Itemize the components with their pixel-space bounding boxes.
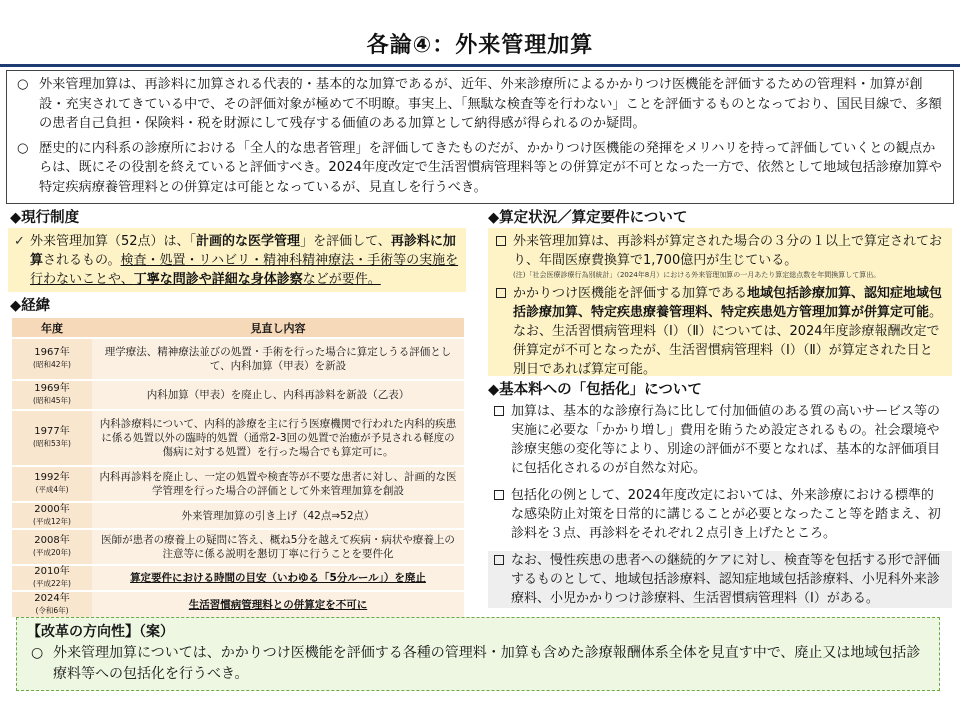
genko-text-underline: などが要件。 (302, 272, 381, 287)
circle-bullet-icon: ○ (31, 645, 44, 661)
year-text: 2000年 (34, 503, 70, 515)
table-row (12, 466, 464, 502)
content-cell: 外来管理加算の引き上げ（42点⇒52点） (92, 502, 464, 529)
page-title: 各論④：外来管理加算 (366, 33, 594, 58)
history-heading: ◆経緯 (10, 298, 51, 314)
year-cell (12, 502, 92, 529)
table-row (12, 591, 464, 617)
reform-title: 【改革の方向性】（案） (27, 624, 174, 640)
calc-note: (注)「社会医療診療行為別統計」（2024年8月）における外来管理加算の一月あたり算定総点数を年間換算して算出。 (513, 271, 881, 279)
table-row (12, 338, 464, 380)
history-table (12, 318, 464, 617)
genko-text-part: されるもの。 (43, 253, 121, 268)
era-text: (平成20年) (33, 548, 71, 557)
year-cell (12, 529, 92, 565)
hokatsu-text: 加算は、基本的な診療行為に比して付加価値のある質の高いサービス等の実施に必要な「かかり増し」費用を賄うため設定されるもの。社会環境や診療実態の変化等により、別途の評価が不要となれば、基本的な評価項目に包括化されるのが自然な対応。 (511, 404, 941, 476)
calc-text: 。なお、生活習慣病管理料（Ⅰ）（Ⅱ）については、2024年度診療報酬改定で併算定が不可となったが、生活習慣病管理料（Ⅰ）（Ⅱ）が算定された日と別日であれば算定可能。 (513, 305, 943, 377)
table-row (12, 502, 464, 529)
reform-box (16, 617, 940, 691)
square-bullet-icon (494, 555, 504, 565)
year-text: 2024年 (34, 592, 70, 604)
year-text: 2010年 (34, 566, 70, 577)
table-row (12, 410, 464, 466)
calc-item (496, 232, 944, 270)
calc-text-bold: 地域包括診療加算、認知症地域包括診療加算、特定疾患療養管理料、特定疾患処方管理加算が併算定可能 (513, 286, 943, 320)
calc-text: かかりつけ医機能を評価する加算である (513, 286, 748, 301)
era-text: (平成22年) (33, 579, 71, 588)
genko-text-underline-bold: 丁寧な問診や詳細な身体診察 (133, 272, 303, 287)
square-bullet-icon (496, 288, 506, 298)
reform-text: 外来管理加算については、かかりつけ医機能を評価する各種の管理料・加算も含めた診療報酬体系全体を見直す中で、廃止又は地域包括診療料等への包括化を行うべき。 (53, 645, 921, 682)
year-cell (12, 338, 92, 380)
hokatsu-text: 包括化の例として、2024年度改定においては、外来診療における標準的な感染防止対策を日常的に講じることが必要となったこと等を踏まえ、初診料を３点、再診料をそれぞれ２点引き上げたところ。 (511, 488, 941, 541)
title-rule (0, 64, 960, 67)
era-text: (平成12年) (33, 516, 71, 526)
era-text: (平成4年) (35, 485, 69, 494)
circle-bullet-icon: ○ (17, 140, 29, 156)
content-cell: 内科診療料について、内科的診療を主に行う医療機関で行われた内科的疾患に係る処置以外の臨時的処置（通常2-3回の処置で治癒が予見される軽度の傷病に対する処置）を行った場合でも算定可に。 (92, 410, 464, 466)
content-cell: 内科加算（甲表）を廃止し、内科再診料を新設（乙表） (92, 380, 464, 410)
square-bullet-icon (494, 490, 504, 500)
genko-text-part: 外来管理加算（52点）は、「 (30, 234, 197, 249)
genko-box (8, 228, 466, 292)
table-row (12, 529, 464, 565)
year-cell (12, 466, 92, 502)
genko-text-part: 」を評価して、 (300, 234, 391, 249)
square-bullet-icon (494, 406, 504, 416)
year-text: 1992年 (34, 472, 70, 483)
reform-item (27, 643, 929, 685)
hokatsu-heading: ◆基本料への「包括化」について (488, 382, 702, 398)
genko-text-bold: 計画的な医学管理 (196, 234, 301, 249)
hokatsu-item (494, 402, 946, 478)
calc-item (496, 284, 944, 379)
genko-text-underline: 検査・処置・リハビリ・精神科精神療法・手術等の実施を行わないことや、 (30, 253, 459, 287)
table-row (12, 565, 464, 591)
year-cell (12, 380, 92, 410)
era-text: (令和6年) (35, 605, 69, 615)
content-cell: 医師が患者の療養上の疑問に答え、概ね5分を越えて疾病・病状や療養上の注意等に係る説明を懇切丁寧に行うことを要件化 (92, 529, 464, 565)
year-text: 1977年 (34, 426, 70, 437)
circle-bullet-icon: ○ (17, 77, 29, 92)
year-text: 1967年 (34, 347, 70, 358)
genko-heading: ◆現行制度 (10, 210, 80, 226)
intro-item (15, 75, 945, 134)
hokatsu-item (494, 486, 946, 543)
year-text: 1969年 (34, 383, 70, 394)
hokatsu-text: なお、慢性疾患の患者への継続的ケアに対し、検査等を包括する形で評価するものとして、地域包括診療料、認知症地域包括診療料、小児科外来診療料、小児かかりつけ診療料、生活習慣病管理料（Ⅰ）がある。 (511, 553, 941, 606)
content-cell: 理学療法、精神療法並びの処置・手術を行った場合に算定しうる評価として、内科加算（甲表）を新設 (92, 338, 464, 380)
content-cell: 生活習慣病管理料との併算定を不可に (92, 591, 464, 617)
intro-text: 歴史的に内科系の診療所における「全人的な患者管理」を評価してきたものだが、かかりつけ医機能の発揮をメリハリを持って評価していくとの観点からは、既にその役割を終えていると評価すべき。2024年度改定で生活習慣病管理料等との併算定が不可となった一方で、依然として地域包括診療加算や特定疾病療養管理料との併算定は可能となっているが、見直しを行うべき。 (39, 140, 942, 195)
square-bullet-icon (496, 236, 506, 246)
calc-heading: ◆算定状況／算定要件について (488, 210, 688, 226)
col-content-header: 見直し内容 (92, 318, 464, 338)
era-text: (昭和53年) (33, 439, 71, 448)
table-header-row (12, 318, 464, 338)
calc-box (488, 228, 952, 376)
content-cell: 内科再診料を廃止し、一定の処置や検査等が不要な患者に対し、計画的な医学管理を行った場合の評価として外来管理加算を創設 (92, 466, 464, 502)
table-row (12, 380, 464, 410)
year-cell (12, 410, 92, 466)
hokatsu-item (488, 551, 952, 608)
era-text: (昭和42年) (33, 360, 71, 369)
year-cell (12, 591, 92, 617)
check-icon: ✓ (14, 234, 25, 249)
era-text: (昭和45年) (33, 396, 71, 405)
genko-text-bold: 再診料に加算 (30, 234, 456, 268)
intro-box (6, 70, 954, 204)
calc-text: 外来管理加算は、再診料が算定された場合の３分の１以上で算定されており、年間医療費換算で1,700億円が生じている。 (513, 234, 943, 268)
col-year-header: 年度 (12, 318, 92, 338)
year-text: 2008年 (34, 535, 70, 546)
intro-item (15, 139, 945, 198)
content-cell: 算定要件における時間の目安（いわゆる「5分ルール」）を廃止 (92, 565, 464, 591)
genko-text (14, 232, 460, 289)
year-cell (12, 565, 92, 591)
hokatsu-box (488, 398, 952, 612)
intro-text: 外来管理加算は、再診料に加算される代表的・基本的な加算であるが、近年、外来診療所によるかかりつけ医機能を評価するための管理料・加算が創設・充実されてきている中で、その評価対象が極めて不明瞭。事実上、「無駄な検査等を行わない」ことを評価するものとなっており、国民目線で、多額の患者自己負担・保険料・税を財源にして残存する価値のある加算として納得感が得られるのか疑問。 (39, 77, 942, 131)
